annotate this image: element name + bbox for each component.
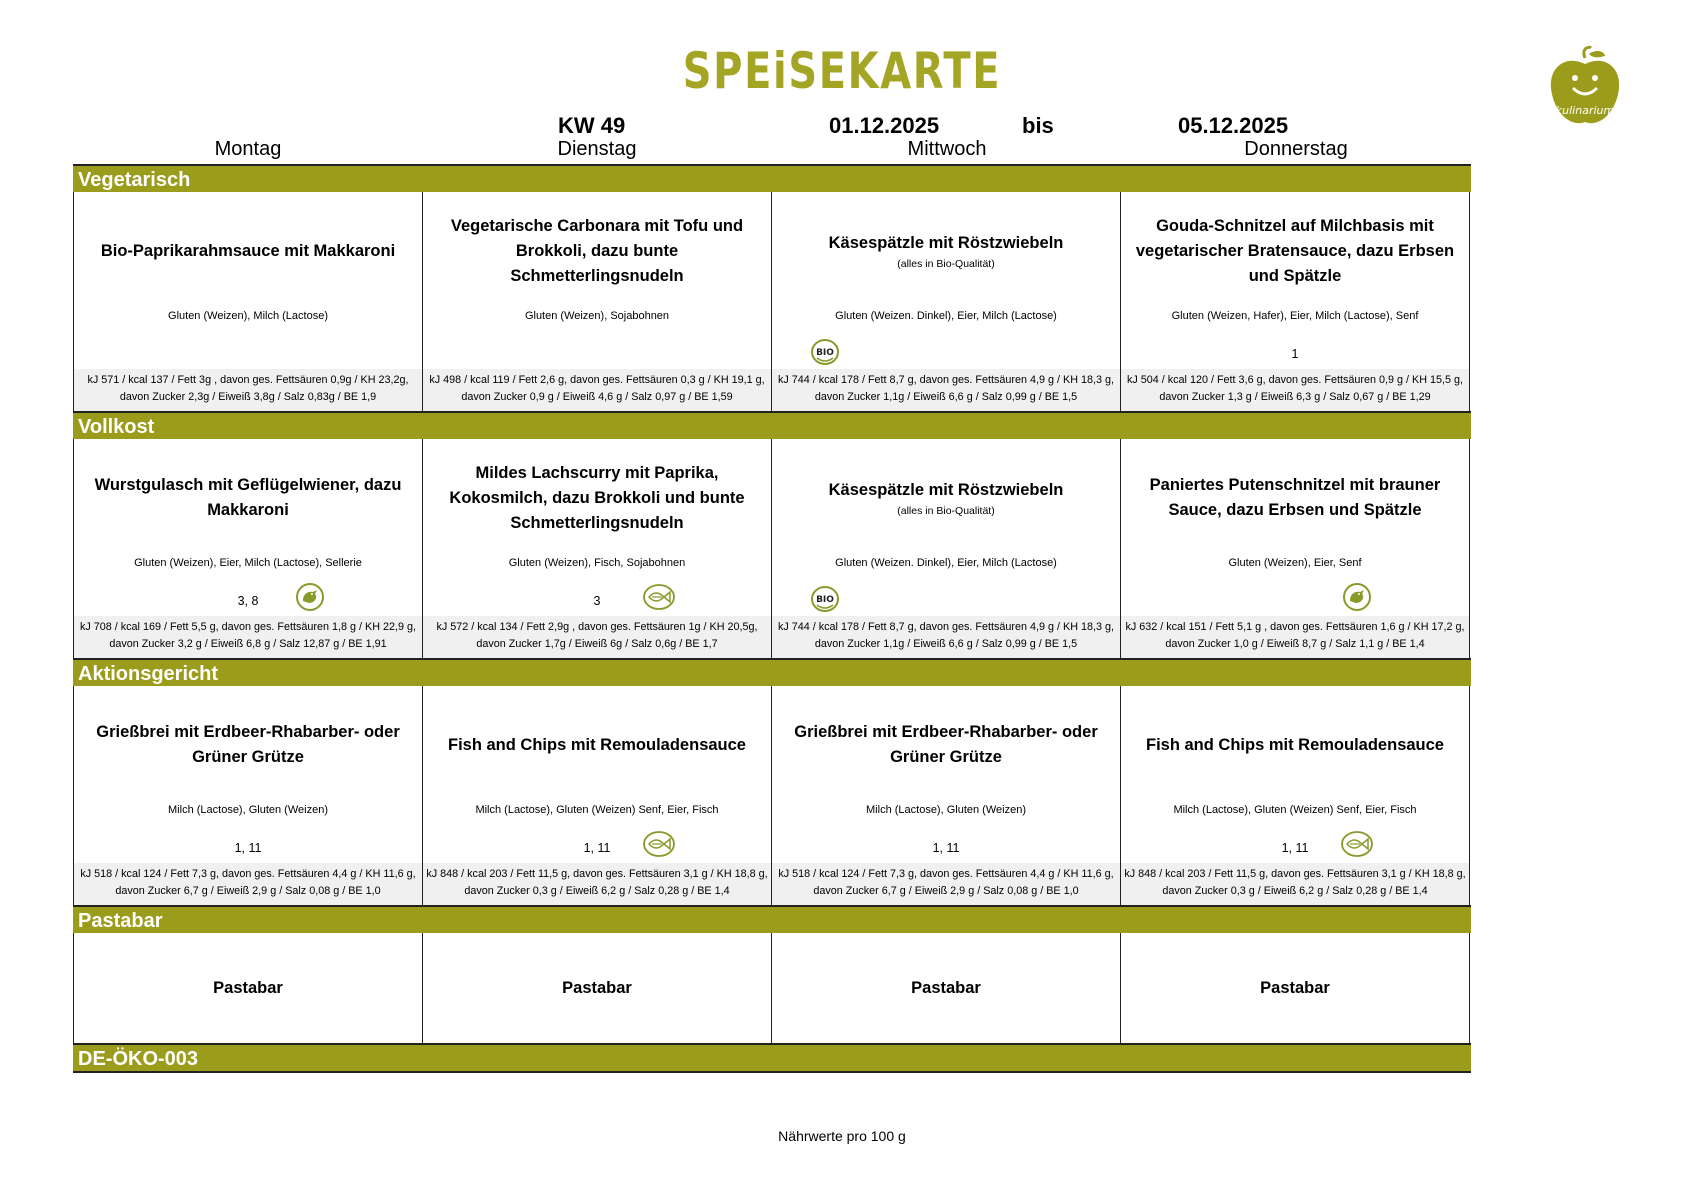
svg-text:BIO: BIO (816, 595, 834, 605)
allergens: Gluten (Weizen), Sojabohnen (524, 310, 670, 322)
day-wednesday: Mittwoch (907, 138, 987, 160)
menu-cell-donnerstag (1121, 686, 1470, 905)
section-header: Aktionsgericht (73, 658, 1471, 686)
menu-cell-dienstag (423, 686, 772, 905)
dish-name: Pastabar (213, 978, 283, 997)
dish-name: Wurstgulasch mit Geflügelwiener, dazu Makkaroni (94, 476, 402, 519)
dish-block (423, 439, 771, 557)
section-header: Vollkost (73, 411, 1471, 439)
dish-block (1121, 933, 1469, 1043)
nutrition-footnote: Nährwerte pro 100 g (778, 1128, 906, 1144)
dish-block (74, 686, 422, 804)
dish-block (1121, 192, 1469, 310)
allergens: Gluten (Weizen), Eier, Milch (Lactose), Sellerie (134, 557, 362, 569)
menu-row (73, 439, 1471, 658)
menu-cell-dienstag (423, 192, 772, 411)
additive-codes: 1, 11 (583, 841, 611, 855)
dish-name: Bio-Paprikarahmsauce mit Makkaroni (100, 241, 396, 260)
nutrition-info: kJ 518 / kcal 124 / Fett 7,3 g, davon ges. Fettsäuren 4,4 g / KH 11,6 g, davon Zucker 6,7 g / Eiweiß 2,9 g / Salz 0,08 g / BE 1,0 (772, 863, 1120, 905)
dish-block (423, 192, 771, 310)
dish-name: Fish and Chips mit Remouladensauce (448, 735, 746, 754)
day-thursday: Donnerstag (1244, 138, 1348, 160)
menu-table (73, 164, 1471, 1073)
menu-cell-mittwoch (772, 192, 1121, 411)
logo-text: kulinarium (1555, 104, 1615, 117)
dish-name: Pastabar (911, 978, 981, 997)
dish-block (772, 439, 1120, 557)
nutrition-info: kJ 498 / kcal 119 / Fett 2,6 g, davon ges. Fettsäuren 0,3 g / KH 19,1 g, davon Zucker 0,9 g / Eiweiß 4,6 g / Salz 0,97 g / BE 1,59 (423, 369, 771, 411)
dish-block (1121, 686, 1469, 804)
menu-cell-donnerstag (1121, 439, 1470, 658)
dish-block (772, 933, 1120, 1043)
allergens: Milch (Lactose), Gluten (Weizen) Senf, Eier, Fisch (475, 804, 719, 816)
apple-logo-icon (1545, 44, 1625, 134)
additive-codes: 1, 11 (234, 841, 262, 855)
menu-cell-dienstag (423, 439, 772, 658)
fish-icon (642, 583, 676, 611)
allergens: Gluten (Weizen), Fisch, Sojabohnen (508, 557, 686, 569)
nutrition-info: kJ 572 / kcal 134 / Fett 2,9g , davon ges. Fettsäuren 1g / KH 20,5g, davon Zucker 1,7g / Eiweiß 6g / Salz 0,6g / BE 1,7 (423, 616, 771, 658)
additive-codes: 3, 8 (237, 594, 259, 608)
dish-name: Grießbrei mit Erdbeer-Rhabarber- oder Grüner Grütze (794, 723, 1098, 766)
certification-code: DE-ÖKO-003 (73, 1043, 1471, 1071)
nutrition-info: kJ 744 / kcal 178 / Fett 8,7 g, davon ges. Fettsäuren 4,9 g / KH 18,3 g, davon Zucker 1,1g / Eiweiß 6,6 g / Salz 0,99 g / BE 1,5 (772, 369, 1120, 411)
dish-note: (alles in Bio-Qualität) (897, 504, 995, 517)
menu-row (73, 933, 1471, 1043)
dish-name: Grießbrei mit Erdbeer-Rhabarber- oder Grüner Grütze (96, 723, 400, 766)
dish-block (74, 192, 422, 310)
additive-codes: 3 (593, 594, 601, 608)
dish-name: Fish and Chips mit Remouladensauce (1146, 735, 1444, 754)
date-to: 05.12.2025 (1178, 113, 1289, 138)
section-header: Pastabar (73, 905, 1471, 933)
menu-cell-montag (74, 686, 423, 905)
menu-cell-montag (74, 192, 423, 411)
allergens: Gluten (Weizen. Dinkel), Eier, Milch (Lactose) (835, 557, 1057, 569)
dish-block (1121, 439, 1469, 557)
menu-row (73, 192, 1471, 411)
menu-cell-montag (74, 439, 423, 658)
dish-block (423, 686, 771, 804)
menu-cell-dienstag (423, 933, 772, 1043)
menu-cell-mittwoch (772, 686, 1121, 905)
dish-block (772, 192, 1120, 310)
nutrition-info: kJ 708 / kcal 169 / Fett 5,5 g, davon ges. Fettsäuren 1,8 g / KH 22,9 g, davon Zucker 3,2 g / Eiweiß 6,8 g / Salz 12,87 g / BE 1,91 (74, 616, 422, 658)
svg-text:BIO: BIO (816, 348, 834, 358)
week-number: KW 49 (558, 113, 626, 138)
additive-codes: 1 (1291, 347, 1299, 361)
menu-row (73, 686, 1471, 905)
dish-name: Paniertes Putenschnitzel mit brauner Sauce, dazu Erbsen und Spätzle (1149, 476, 1441, 519)
poultry-icon (1340, 583, 1374, 611)
additive-codes: 1, 11 (932, 841, 960, 855)
dish-block (74, 439, 422, 557)
page-title: SPEiSEKARTE (682, 42, 1002, 100)
dish-name: Pastabar (562, 978, 632, 997)
date-from: 01.12.2025 (829, 113, 940, 138)
allergens: Gluten (Weizen), Milch (Lactose) (168, 310, 328, 322)
allergens: Gluten (Weizen, Hafer), Eier, Milch (Lactose), Senf (1171, 310, 1419, 322)
nutrition-info: kJ 504 / kcal 120 / Fett 3,6 g, davon ges. Fettsäuren 0,9 g / KH 15,5 g, davon Zucker 1,3 g / Eiweiß 6,3 g / Salz 0,67 g / BE 1,29 (1121, 369, 1469, 411)
date-separator: bis (1022, 113, 1054, 138)
poultry-icon (293, 583, 327, 611)
allergens: Milch (Lactose), Gluten (Weizen) (168, 804, 328, 816)
nutrition-info: kJ 571 / kcal 137 / Fett 3g , davon ges. Fettsäuren 0,9g / KH 23,2g, davon Zucker 2,3g / Eiweiß 3,8g / Salz 0,83g / BE 1,9 (74, 369, 422, 411)
fish-icon (642, 830, 676, 858)
menu-cell-donnerstag (1121, 933, 1470, 1043)
allergens: Gluten (Weizen), Eier, Senf (1228, 557, 1362, 569)
allergens: Milch (Lactose), Gluten (Weizen) Senf, Eier, Fisch (1173, 804, 1417, 816)
nutrition-info: kJ 848 / kcal 203 / Fett 11,5 g, davon ges. Fettsäuren 3,1 g / KH 18,8 g, davon Zucker 0,3 g / Eiweiß 6,2 g / Salz 0,28 g / BE 1,4 (1121, 863, 1469, 905)
menu-cell-mittwoch (772, 933, 1121, 1043)
day-monday: Montag (214, 138, 282, 160)
dish-name: Gouda-Schnitzel auf Milchbasis mit vegetarischer Bratensauce, dazu Erbsen und Spätzle (1135, 216, 1455, 285)
allergens: Gluten (Weizen. Dinkel), Eier, Milch (Lactose) (835, 310, 1057, 322)
nutrition-info: kJ 518 / kcal 124 / Fett 7,3 g, davon ges. Fettsäuren 4,4 g / KH 11,6 g, davon Zucker 6,7 g / Eiweiß 2,9 g / Salz 0,08 g / BE 1,0 (74, 863, 422, 905)
section-header: Vegetarisch (73, 164, 1471, 192)
allergens: Milch (Lactose), Gluten (Weizen) (866, 804, 1026, 816)
nutrition-info: kJ 744 / kcal 178 / Fett 8,7 g, davon ges. Fettsäuren 4,9 g / KH 18,3 g, davon Zucker 1,1g / Eiweiß 6,6 g / Salz 0,99 g / BE 1,5 (772, 616, 1120, 658)
bio-seal-icon (808, 585, 842, 613)
nutrition-info: kJ 632 / kcal 151 / Fett 5,1 g , davon ges. Fettsäuren 1,6 g / KH 17,2 g, davon Zucker 1,0 g / Eiweiß 8,7 g / Salz 1,1 g / BE 1,4 (1121, 616, 1469, 658)
dish-name: Käsespätzle mit Röstzwiebeln (828, 233, 1064, 252)
dish-block (772, 686, 1120, 804)
dish-block (74, 933, 422, 1043)
menu-cell-donnerstag (1121, 192, 1470, 411)
additive-codes: 1, 11 (1281, 841, 1309, 855)
dish-note: (alles in Bio-Qualität) (897, 257, 995, 270)
fish-icon (1340, 830, 1374, 858)
dish-name: Vegetarische Carbonara mit Tofu und Brokkoli, dazu bunte Schmetterlingsnudeln (450, 216, 744, 285)
dish-block (423, 933, 771, 1043)
menu-cell-montag (74, 933, 423, 1043)
nutrition-info: kJ 848 / kcal 203 / Fett 11,5 g, davon ges. Fettsäuren 3,1 g / KH 18,8 g, davon Zucker 0,3 g / Eiweiß 6,2 g / Salz 0,28 g / BE 1,4 (423, 863, 771, 905)
bio-seal-icon (808, 338, 842, 366)
dish-name: Käsespätzle mit Röstzwiebeln (828, 480, 1064, 499)
dish-name: Pastabar (1260, 978, 1330, 997)
menu-cell-mittwoch (772, 439, 1121, 658)
day-tuesday: Dienstag (557, 138, 637, 160)
dish-name: Mildes Lachscurry mit Paprika, Kokosmilch, dazu Brokkoli und bunte Schmetterlingsnudeln (449, 463, 745, 532)
